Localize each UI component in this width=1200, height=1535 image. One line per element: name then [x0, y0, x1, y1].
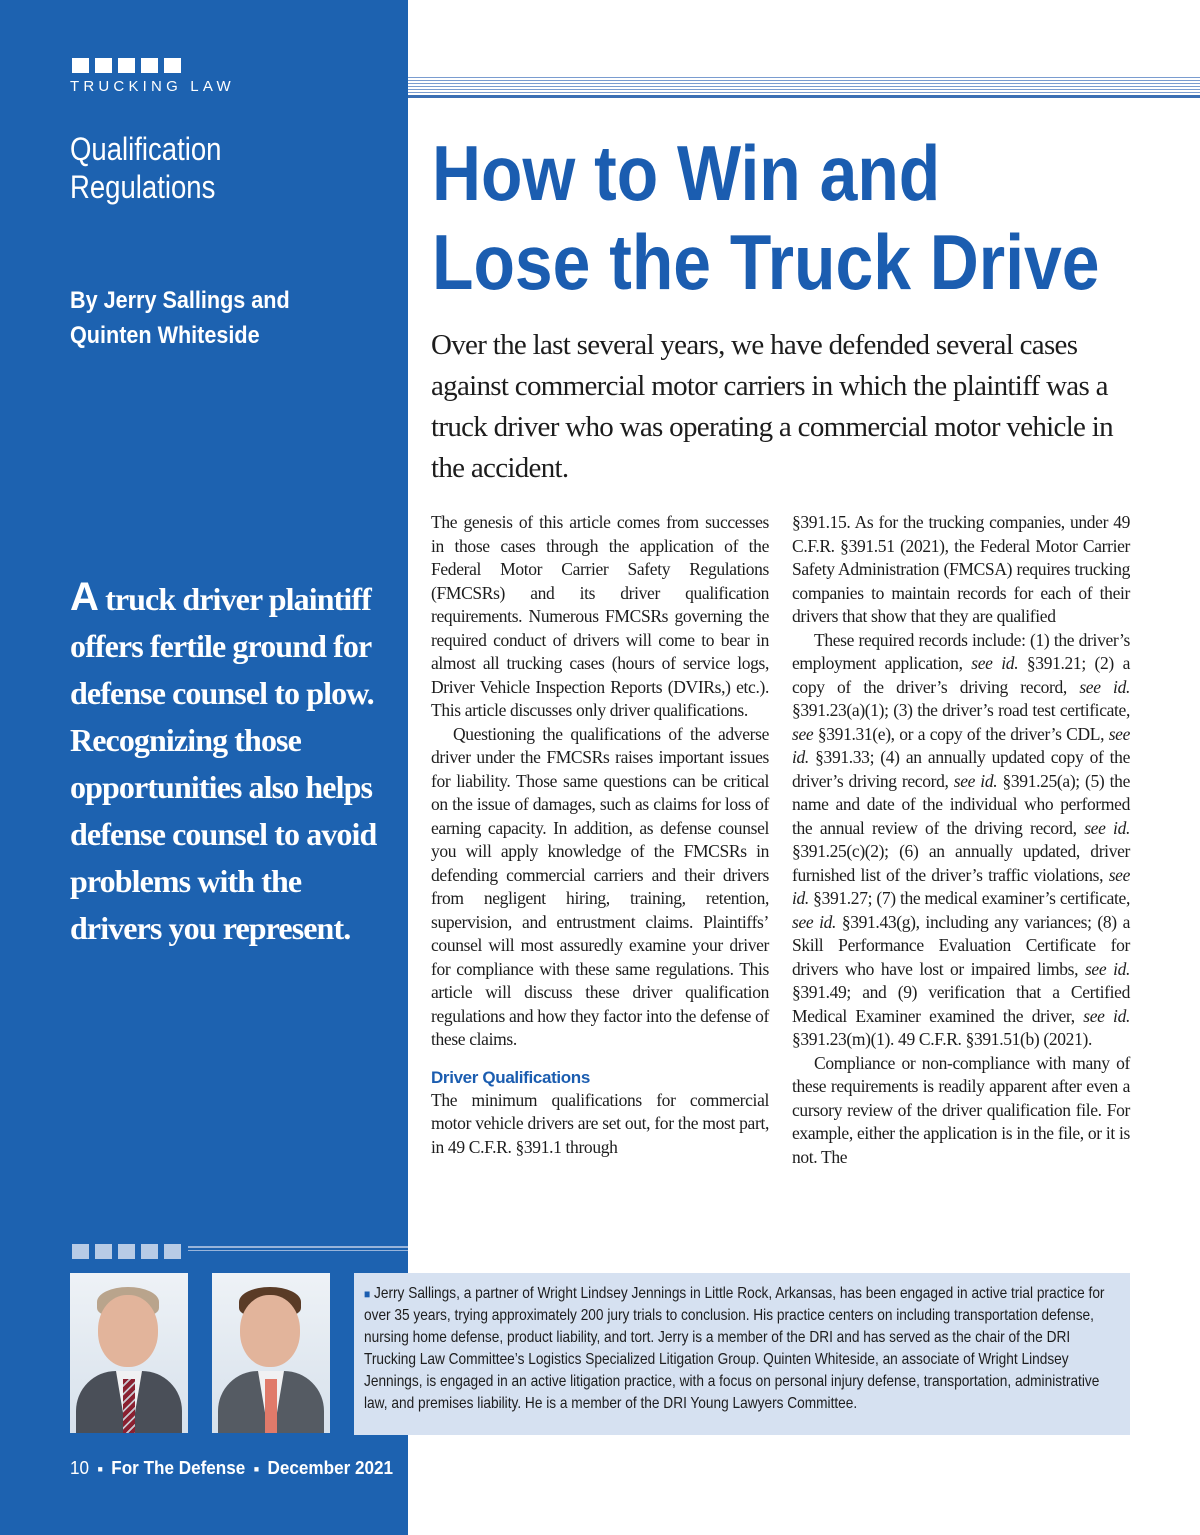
section-heading: Driver Qualifications [431, 1067, 590, 1087]
bio-rule [188, 1246, 408, 1251]
pull-quote-dropcap: A [70, 575, 98, 619]
text-run: §391.33; (4) an annually updated copy of the driver’s driving record, [792, 747, 1130, 791]
text-run: §391.23(m)(1). 49 C.F.R. §391.51(b) (2021). [792, 1029, 1092, 1049]
text-run: §391.31(e), or a copy of the driver’s CDL, [813, 723, 1109, 744]
citation: see id. [1084, 817, 1130, 838]
article-deck: Over the last several years, we have defended several cases against commercial motor carriers in which the plaintiff was a truck driver who was operating a commercial motor vehicle in the accident. [431, 329, 1113, 484]
face [98, 1295, 158, 1367]
text-run: §391.43(g), including any variances; (8) a Skill Performance Evaluation Certificate for drivers who have lost or impaired limbs, [792, 911, 1130, 979]
title-line-2: Lose the Truck Drive [432, 218, 1100, 306]
pull-quote-text: truck driver plaintiff offers fertile ground for defense counsel to plow. Recognizing those opportunities also helps defense counsel to avoid problems with the drivers you represent. [70, 581, 377, 946]
bio-bullet: ■ [364, 1287, 371, 1301]
article-title [432, 129, 1100, 307]
paragraph: Compliance or non-compliance with many of these requirements is readily apparent after even a cursory review of the driver qualification file. For example, either the application is in the file, or it is not. The [792, 1052, 1130, 1167]
citation: see id. [1079, 676, 1130, 697]
marker-square [72, 58, 89, 73]
bio-marker-squares [72, 1244, 181, 1259]
paragraph: The genesis of this article comes from successes in those cases through the application of the Federal Motor Carrier Safety Regulations (FMCSRs) and its driver qualification requirements. Numerous FMCSRs governing the required conduct of drivers will come to bear in almost all trucking cases (hours of service logs, Driver Vehicle Inspection Reports (DVIRs,) etc.). This article discusses only driver qualifications. [431, 512, 769, 720]
marker-square [164, 1244, 181, 1259]
text-run: §391.23(a)(1); (3) the driver’s road test certificate, [792, 700, 1130, 720]
author-photo-sallings [70, 1273, 188, 1433]
footer-separator: ■ [97, 1464, 103, 1475]
marker-square [95, 1244, 112, 1259]
page-footer [70, 1457, 393, 1480]
text-run: §391.25(a); (5) the name and date of the individual who performed the annual review of the driving record, [792, 770, 1130, 838]
marker-square [72, 1244, 89, 1259]
title-line-1: How to Win and [432, 129, 941, 217]
body-column-left [431, 511, 769, 1159]
citation: see id. [792, 864, 1130, 908]
marker-square [118, 58, 135, 73]
footer-separator: ■ [253, 1464, 259, 1475]
marker-square [141, 1244, 158, 1259]
pull-quote [70, 574, 380, 952]
section-bar [70, 77, 1200, 98]
author-photo-whiteside [212, 1273, 330, 1433]
marker-square [164, 58, 181, 73]
publication-name: For The Defense [111, 1458, 246, 1478]
marker-square [141, 58, 158, 73]
paragraph: Questioning the qualifications of the adverse driver under the FMCSRs raises important issues for liability. Those same questions can be critical on the issue of damages, such as claims for loss of earning capacity. In addition, as defense counsel you will apply knowledge of the FMCSRs in defending commercial carriers and their drivers from negligent hiring, training, retention, supervision, and entrustment claims. Plaintiffs’ counsel will most assuredly examine your driver for compliance with these same regulations. This article will discuss these driver qualification regulations and how they factor into the defense of these claims. [431, 723, 769, 1049]
paragraph: The minimum qualifications for commercial motor vehicle drivers are set out, for the most part, in 49 C.F.R. §391.1 through [431, 1089, 769, 1157]
face [240, 1295, 300, 1367]
section-label: TRUCKING LAW [70, 78, 235, 95]
byline-line-2: Quinten Whiteside [70, 322, 260, 349]
citation: see id. [792, 911, 837, 932]
bio-text: Jerry Sallings, a partner of Wright Lindsey Jennings in Little Rock, Arkansas, has been engaged in active trial practice for over 35 years, trying approximately 200 jury trials to conclusion. His practice centers on including transportation defense, nursing home defense, product liability, and tort. Jerry is a member of the DRI and has served as the chair of the DRI Trucking Law Committee’s Logistics Specialized Litigation Group. Quinten Whiteside, an associate of Wright Lindsey Jennings, is engaged in an active litigation practice, with a focus on personal injury defense, transportation, administrative law, and premises liability. He is a member of the DRI Young Lawyers Committee. [364, 1285, 1105, 1412]
text-run: §391.25(c)(2); (6) an annually updated, driver furnished list of the driver’s traffic violations, [792, 841, 1130, 885]
marker-square [95, 58, 112, 73]
records-paragraph [792, 629, 1130, 1052]
body-column-right [792, 511, 1130, 1169]
citation: see id. [1083, 1005, 1130, 1026]
marker-square [118, 1244, 135, 1259]
byline-line-1: By Jerry Sallings and [70, 287, 290, 314]
issue-date: December 2021 [267, 1458, 394, 1478]
citation: see [792, 723, 814, 744]
tie [265, 1379, 277, 1433]
text-run: §391.49; and (9) verification that a Certified Medical Examiner examined the driver, [792, 982, 1130, 1026]
section-marker-squares [72, 58, 181, 73]
citation: see id. [792, 723, 1130, 767]
text-run: §391.27; (7) the medical examiner’s certificate, [808, 888, 1130, 908]
author-bio-box [354, 1273, 1130, 1435]
text-run: These required records include: (1) the driver’s employment application, [792, 629, 1130, 673]
page-number: 10 [70, 1458, 90, 1478]
topic-label: Qualification Regulations [70, 131, 222, 205]
section-rule [408, 77, 1200, 98]
citation: see id. [1084, 958, 1131, 979]
author-bio [364, 1283, 1125, 1415]
text-run: §391.21; (2) a copy of the driver’s driving record, [792, 653, 1130, 697]
citation: see id. [953, 770, 998, 791]
byline [70, 283, 367, 353]
citation: see id. [971, 653, 1019, 673]
tie [123, 1379, 135, 1433]
paragraph: §391.15. As for the trucking companies, under 49 C.F.R. §391.51 (2021), the Federal Motor Carrier Safety Administration (FMCSA) requires trucking companies to maintain records for each of their drivers that show that they are qualified [792, 512, 1130, 626]
